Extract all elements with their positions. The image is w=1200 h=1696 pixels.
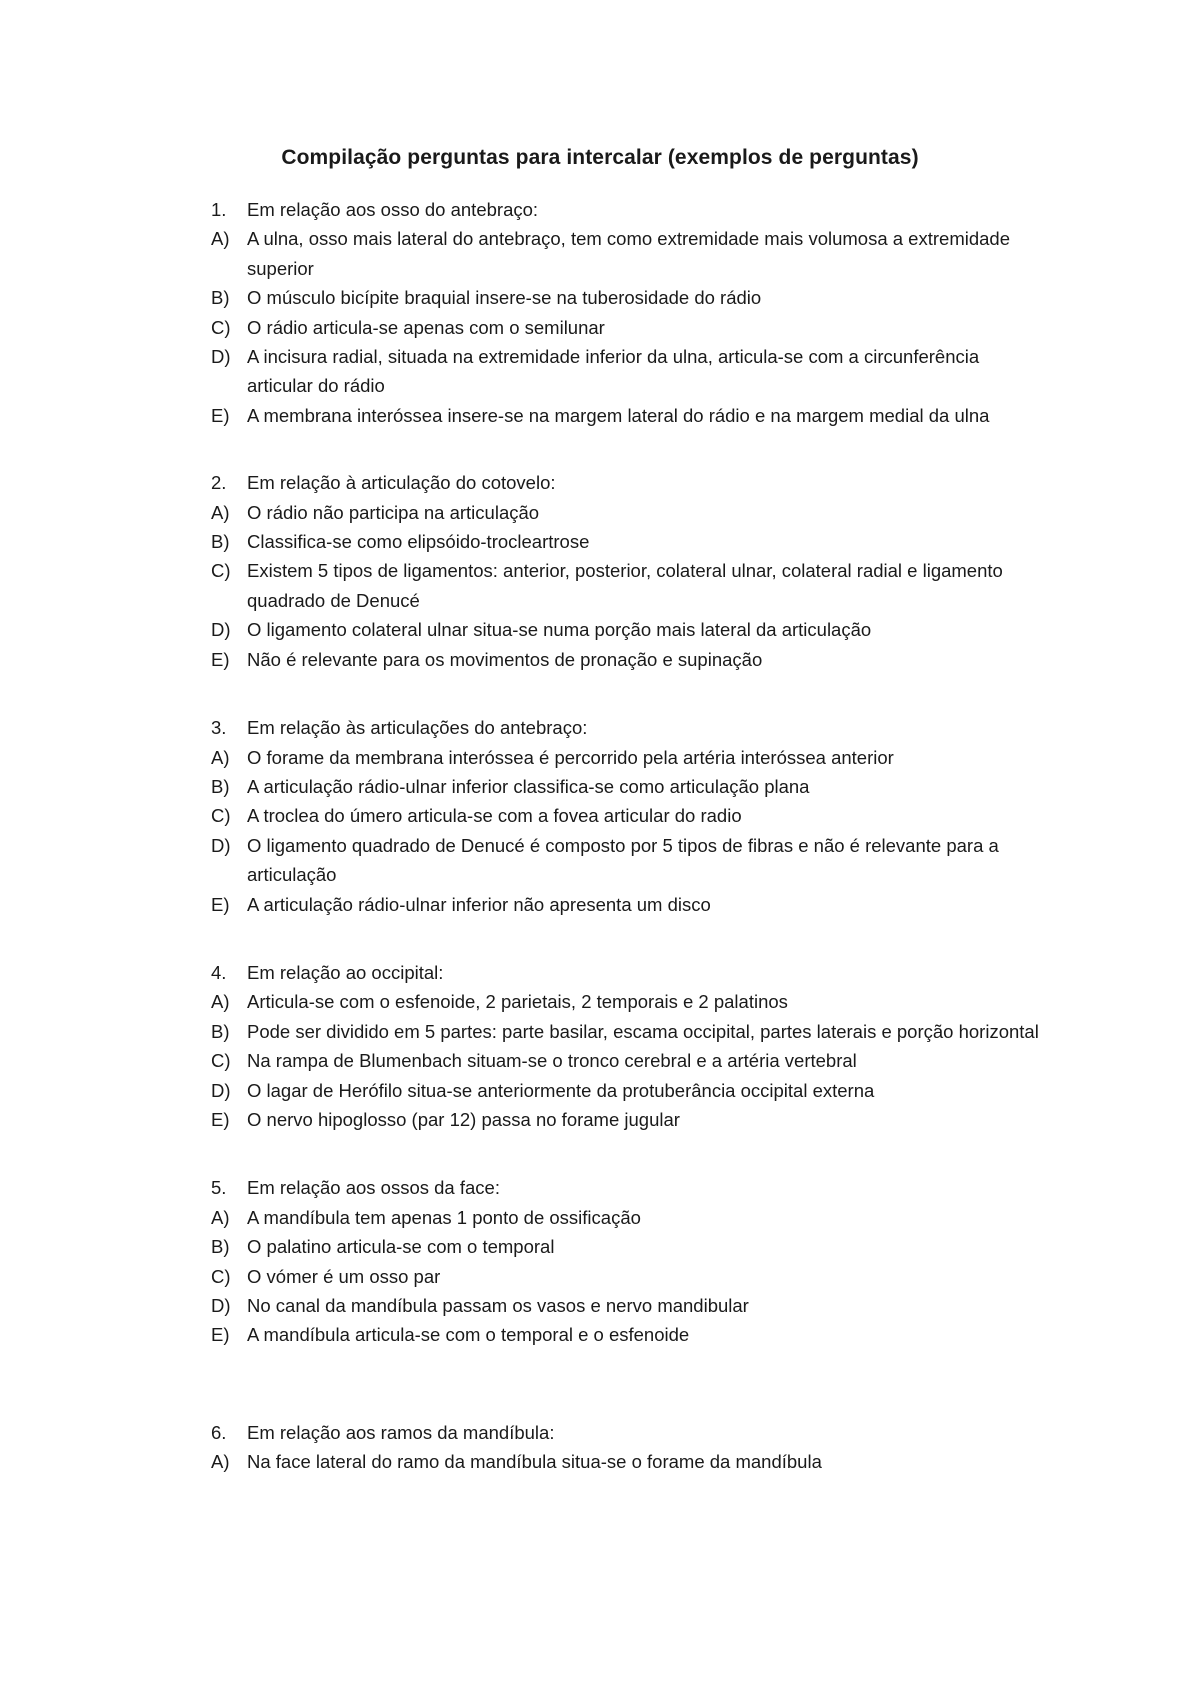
option-text: A mandíbula articula-se com o temporal e o esfenoide — [247, 1324, 690, 1346]
question-stem — [0, 1173, 1200, 1202]
option-letter: E) — [211, 893, 230, 915]
option-text: O palatino articula-se com o temporal — [247, 1236, 555, 1258]
option-letter: C) — [211, 316, 231, 338]
option-text: A troclea do úmero articula-se com a fovea articular do radio — [247, 805, 742, 827]
option-e — [0, 890, 1200, 919]
question-number: 2. — [211, 472, 227, 494]
option-d — [0, 1291, 1200, 1320]
option-text: O lagar de Herófilo situa-se anteriormente da protuberância occipital externa — [247, 1079, 875, 1101]
option-letter: B) — [211, 1236, 230, 1258]
question-stem — [0, 195, 1200, 224]
option-c — [0, 1262, 1200, 1291]
question-text: Em relação ao occipital: — [247, 961, 444, 983]
option-c — [0, 556, 1200, 615]
option-text: O forame da membrana interóssea é percorrido pela artéria interóssea anterior — [247, 746, 894, 768]
question-number: 3. — [211, 717, 227, 739]
option-letter: D) — [211, 346, 231, 368]
option-text: No canal da mandíbula passam os vasos e nervo mandibular — [247, 1295, 749, 1316]
question-text: Em relação à articulação do cotovelo: — [247, 472, 556, 494]
option-letter: A) — [211, 1451, 230, 1473]
question-spacer — [0, 1350, 1200, 1418]
option-text: Articula-se com o esfenoide, 2 parietais, 2 temporais e 2 palatinos — [247, 991, 788, 1013]
option-letter: D) — [211, 1295, 231, 1316]
option-text: A mandíbula tem apenas 1 ponto de ossificação — [247, 1206, 641, 1228]
question-stem — [0, 468, 1200, 497]
option-b — [0, 527, 1200, 556]
option-e — [0, 1320, 1200, 1349]
question-stem — [0, 1418, 1200, 1447]
option-b — [0, 772, 1200, 801]
option-letter: C) — [211, 1050, 231, 1072]
option-a — [0, 224, 1200, 283]
option-letter: E) — [211, 1324, 230, 1346]
option-text: O rádio não participa na articulação — [247, 501, 540, 523]
question-stem — [0, 958, 1200, 987]
option-letter: A) — [211, 746, 230, 768]
option-b — [0, 1017, 1200, 1046]
question-3 — [0, 713, 1200, 919]
option-letter: C) — [211, 1265, 231, 1287]
option-b — [0, 283, 1200, 312]
option-a — [0, 1447, 1200, 1476]
option-letter: B) — [211, 531, 230, 553]
question-text: Em relação às articulações do antebraço: — [247, 717, 588, 739]
option-d — [0, 615, 1200, 644]
option-text: A incisura radial, situada na extremidade inferior da ulna, articula-se com a circunferência articular do rádio — [247, 346, 980, 397]
option-text: Existem 5 tipos de ligamentos: anterior, posterior, colateral ulnar, colateral radial e ligamento quadrado de Denucé — [247, 560, 1003, 611]
option-text: A articulação rádio-ulnar inferior não apresenta um disco — [247, 893, 711, 915]
question-spacer — [0, 674, 1200, 713]
option-text: Pode ser dividido em 5 partes: parte basilar, escama occipital, partes laterais e porção horizontal — [247, 1020, 1039, 1042]
option-c — [0, 1046, 1200, 1075]
document-title: Compilação perguntas para intercalar (exemplos de perguntas) — [281, 146, 919, 169]
option-text: O ligamento colateral ulnar situa-se numa porção mais lateral da articulação — [247, 619, 872, 641]
option-text: A articulação rádio-ulnar inferior classifica-se como articulação plana — [247, 775, 810, 797]
option-text: O nervo hipoglosso (par 12) passa no forame jugular — [247, 1108, 680, 1130]
question-6 — [0, 1418, 1200, 1477]
option-e — [0, 645, 1200, 674]
option-letter: A) — [211, 228, 230, 250]
option-a — [0, 498, 1200, 527]
question-spacer — [0, 1134, 1200, 1173]
option-letter: C) — [211, 560, 231, 582]
option-e — [0, 1105, 1200, 1134]
option-d — [0, 1076, 1200, 1105]
option-letter: B) — [211, 1020, 230, 1042]
option-letter: D) — [211, 834, 231, 856]
option-text: A membrana interóssea insere-se na margem lateral do rádio e na margem medial da ulna — [247, 404, 990, 426]
question-spacer — [0, 430, 1200, 468]
option-text: A ulna, osso mais lateral do antebraço, tem como extremidade mais volumosa a extremidade superior — [247, 228, 1010, 279]
option-d — [0, 342, 1200, 401]
option-a — [0, 987, 1200, 1016]
option-letter: D) — [211, 619, 231, 641]
option-letter: D) — [211, 1079, 231, 1101]
option-text: O vómer é um osso par — [247, 1265, 441, 1287]
option-letter: B) — [211, 775, 230, 797]
option-letter: A) — [211, 1206, 230, 1228]
option-text: O ligamento quadrado de Denucé é composto por 5 tipos de fibras e não é relevante para a articulação — [247, 834, 999, 886]
question-text: Em relação aos osso do antebraço: — [247, 199, 539, 220]
question-number: 1. — [211, 199, 227, 220]
option-d — [0, 831, 1200, 890]
question-number: 6. — [211, 1421, 227, 1443]
question-1 — [0, 195, 1200, 430]
question-4 — [0, 958, 1200, 1134]
question-5 — [0, 1173, 1200, 1349]
option-letter: B) — [211, 287, 230, 309]
option-letter: A) — [211, 501, 230, 523]
question-2 — [0, 468, 1200, 674]
option-letter: A) — [211, 991, 230, 1013]
option-letter: E) — [211, 648, 230, 670]
question-number: 5. — [211, 1177, 227, 1199]
option-text: Não é relevante para os movimentos de pronação e supinação — [247, 648, 763, 670]
option-c — [0, 313, 1200, 342]
question-number: 4. — [211, 961, 227, 983]
option-text: Na rampa de Blumenbach situam-se o tronco cerebral e a artéria vertebral — [247, 1050, 857, 1072]
option-text: Na face lateral do ramo da mandíbula situa-se o forame da mandíbula — [247, 1451, 822, 1473]
option-b — [0, 1232, 1200, 1261]
question-text: Em relação aos ossos da face: — [247, 1177, 500, 1199]
question-stem — [0, 713, 1200, 742]
option-a — [0, 743, 1200, 772]
question-spacer — [0, 919, 1200, 958]
option-c — [0, 801, 1200, 830]
option-letter: C) — [211, 805, 231, 827]
option-text: O músculo bicípite braquial insere-se na tuberosidade do rádio — [247, 287, 762, 309]
option-a — [0, 1203, 1200, 1232]
question-text: Em relação aos ramos da mandíbula: — [247, 1421, 555, 1443]
option-letter: E) — [211, 1108, 230, 1130]
option-letter: E) — [211, 404, 230, 426]
option-text: Classifica-se como elipsóido-trocleartrose — [247, 531, 590, 553]
option-e — [0, 401, 1200, 430]
option-text: O rádio articula-se apenas com o semilunar — [247, 316, 605, 338]
